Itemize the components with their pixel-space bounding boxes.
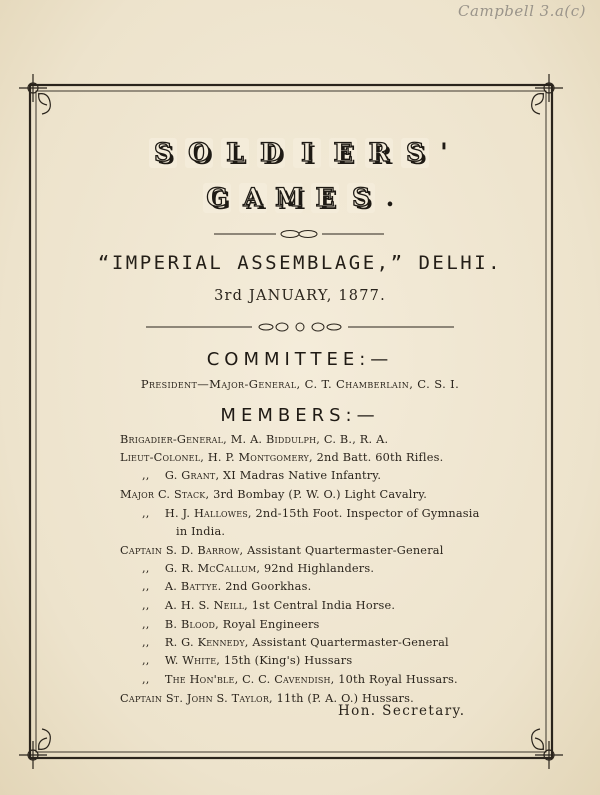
member-name: The Hon'ble, C. C. Cavendish,	[164, 673, 335, 686]
pencil-annotation: Campbell 3.a(c)	[458, 2, 586, 20]
date: 3rd JANUARY, 1877.	[214, 288, 386, 304]
title-letter: R	[365, 138, 393, 168]
title-letter: A	[239, 183, 267, 213]
title-letter: O	[185, 138, 213, 168]
member-name: S. D. Barrow,	[165, 544, 244, 557]
members-heading: MEMBERS:—	[220, 405, 380, 426]
member-ditto: ,,	[142, 580, 150, 593]
member-detail: 15th (King's) Hussars	[223, 654, 353, 667]
member-detail: 92nd Highlanders.	[264, 562, 375, 575]
member-detail: 3rd Bombay (P. W. O.) Light Cavalry.	[213, 488, 428, 501]
member-row	[120, 433, 388, 446]
member-row	[120, 488, 427, 501]
member-ditto: ,,	[142, 562, 150, 575]
member-row	[120, 544, 444, 557]
member-row	[142, 636, 449, 649]
title-letter: G	[203, 183, 231, 213]
member-ditto: ,,	[142, 599, 150, 612]
title-letter: .	[385, 183, 395, 212]
secretary-label: Hon. Secretary.	[338, 703, 466, 719]
member-row	[142, 562, 374, 575]
member-name: G. R. McCallum,	[164, 562, 261, 575]
member-name: M. A. Biddulph,	[230, 433, 321, 446]
member-detail: 2nd Goorkhas.	[225, 580, 312, 593]
member-row	[142, 599, 395, 612]
member-ditto: ,,	[142, 673, 150, 686]
member-row	[142, 580, 311, 593]
member-name: G. Grant,	[164, 469, 220, 482]
member-row	[176, 525, 225, 538]
member-name: R. G. Kennedy,	[164, 636, 249, 649]
member-rank: Captain	[120, 544, 163, 557]
member-name: W. White,	[164, 654, 221, 667]
member-row	[142, 654, 352, 667]
member-row	[142, 618, 320, 631]
member-name: B. Blood,	[164, 618, 219, 631]
title-letter: M	[275, 183, 303, 212]
title-letter: S	[149, 138, 177, 168]
committee-heading: COMMITTEE:—	[206, 349, 394, 370]
member-row	[142, 507, 480, 520]
subtitle: “IMPERIAL ASSEMBLAGE,” DELHI.	[97, 252, 503, 274]
member-name: St. John S. Taylor,	[165, 692, 273, 705]
member-name: A. Battye.	[164, 580, 222, 593]
member-detail: in India.	[176, 525, 226, 538]
member-name: H. P. Montgomery,	[207, 451, 313, 464]
member-row	[142, 469, 381, 482]
member-detail: C. B., R. A.	[323, 433, 389, 446]
member-rank: Major	[120, 488, 155, 501]
member-name: C. Stack,	[157, 488, 210, 501]
title-letter: S	[347, 183, 375, 213]
member-detail: 2nd-15th Foot. Inspector of Gymnasia	[255, 507, 480, 520]
member-rank: Brigadier-General,	[120, 433, 227, 446]
title-letter: I	[293, 138, 321, 168]
title-letter: L	[221, 138, 249, 168]
title-letter: E	[311, 183, 339, 213]
member-name: A. H. S. Neill,	[164, 599, 248, 612]
member-detail: Assistant Quartermaster-General	[247, 544, 444, 557]
member-detail: Assistant Quartermaster-General	[252, 636, 449, 649]
member-ditto: ,,	[142, 636, 150, 649]
member-name: H. J. Hallowes,	[164, 507, 252, 520]
president-line: President—Major-General, C. T. Chamberlain, C. S. I.	[140, 377, 460, 391]
title-letter: '	[440, 138, 448, 167]
member-row	[120, 451, 443, 464]
member-detail: 1st Central India Horse.	[251, 599, 396, 612]
member-detail: 11th (P. A. O.) Hussars.	[276, 692, 414, 705]
member-rank: Lieut-Colonel,	[120, 451, 205, 464]
member-detail: 10th Royal Hussars.	[338, 673, 458, 686]
member-ditto: ,,	[142, 469, 150, 482]
member-row	[142, 673, 458, 686]
member-ditto: ,,	[142, 654, 150, 667]
title-letter: E	[329, 138, 357, 168]
title-soldiers	[0, 138, 600, 168]
member-detail: XI Madras Native Infantry.	[223, 469, 382, 482]
title-letter: S	[401, 138, 429, 168]
title-games	[0, 183, 600, 213]
member-ditto: ,,	[142, 507, 150, 520]
member-rank: Captain	[120, 692, 163, 705]
title-letter: D	[257, 138, 285, 168]
member-detail: Royal Engineers	[222, 618, 320, 631]
member-detail: 2nd Batt. 60th Rifles.	[316, 451, 444, 464]
member-ditto: ,,	[142, 618, 150, 631]
